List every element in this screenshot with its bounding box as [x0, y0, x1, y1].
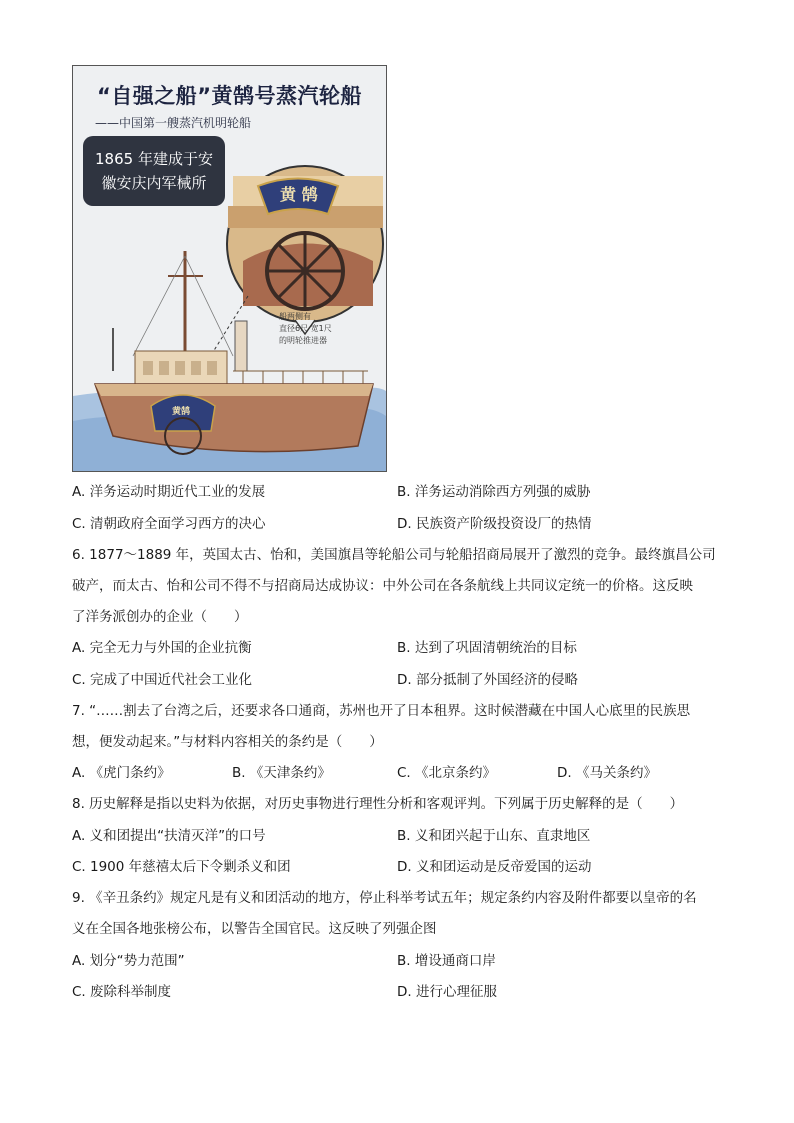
q9-stem-line-1: 9. 《辛丑条约》规定凡是有义和团活动的地方，停止科举考试五年；规定条约内容及附件都要以皇帝的名: [72, 890, 697, 906]
q8-option-d[interactable]: D. 义和团运动是反帝爱国的运动: [397, 859, 592, 875]
ship-name-plate: 黄 鹄: [280, 185, 318, 204]
note-line-2: 直径6尺 宽1尺: [279, 324, 332, 333]
q7-stem-line-1: 7. “……割去了台湾之后，还要求各口通商，苏州也开了日本租界。这时候潜藏在中国人心底里的民族思: [72, 703, 691, 719]
q7-option-b[interactable]: B. 《天津条约》: [232, 765, 331, 781]
ship-illustration: [72, 65, 387, 472]
q9-option-a[interactable]: A. 划分“势力范围”: [72, 953, 185, 969]
q9-option-d[interactable]: D. 进行心理征服: [397, 984, 497, 1000]
q8-option-c[interactable]: C. 1900 年慈禧太后下令剿杀义和团: [72, 859, 291, 875]
note-line-1: 船两侧有: [279, 312, 311, 321]
q5-option-d[interactable]: D. 民族资产阶级投资设厂的热情: [397, 516, 592, 532]
q9-stem-line-2: 义在全国各地张榜公布，以警告全国官民。这反映了列强企图: [72, 921, 437, 937]
q6-stem-line-3: 了洋务派创办的企业（ ）: [72, 609, 248, 625]
q6-option-d[interactable]: D. 部分抵制了外国经济的侵略: [397, 672, 578, 688]
q7-option-a[interactable]: A. 《虎门条约》: [72, 765, 171, 781]
q6-stem-line-2: 破产，而太古、怡和公司不得不与招商局达成协议：中外公司在各条航线上共同议定统一的价格。这反映: [72, 578, 693, 594]
q5-option-c[interactable]: C. 清朝政府全面学习西方的决心: [72, 516, 266, 532]
note-line-3: 的明轮推进器: [279, 336, 327, 345]
q6-option-c[interactable]: C. 完成了中国近代社会工业化: [72, 672, 253, 688]
q7-stem-line-2: 想，便发动起来。”与材料内容相关的条约是（ ）: [72, 734, 383, 750]
q8-stem-line-1: 8. 历史解释是指以史料为依据，对历史事物进行理性分析和客观评判。下列属于历史解释的是（ ）: [72, 796, 684, 812]
q5-option-b[interactable]: B. 洋务运动消除西方列强的威胁: [397, 484, 591, 500]
q6-option-a[interactable]: A. 完全无力与外国的企业抗衡: [72, 640, 252, 656]
figure-badge: [83, 136, 225, 206]
ship-name-small: 黄鹄: [172, 407, 191, 417]
q7-option-d[interactable]: D. 《马关条约》: [557, 765, 657, 781]
q8-option-b[interactable]: B. 义和团兴起于山东、直隶地区: [397, 828, 591, 844]
figure-title: “自强之船”黄鹄号蒸汽轮船: [96, 84, 363, 108]
badge-line-1: 1865 年建成于安: [95, 150, 213, 168]
q7-option-c[interactable]: C. 《北京条约》: [397, 765, 497, 781]
paddle-note: [279, 311, 349, 347]
badge-line-2: 徽安庆内军械所: [101, 174, 207, 192]
q6-stem-line-1: 6. 1877～1889 年，英国太古、怡和，美国旗昌等轮船公司与轮船招商局展开了激烈的竞争。最终旗昌公司: [72, 547, 716, 563]
q9-option-c[interactable]: C. 废除科举制度: [72, 984, 172, 1000]
figure-subtitle: ——中国第一艘蒸汽机明轮船: [95, 116, 252, 130]
q8-option-a[interactable]: A. 义和团提出“扶清灭洋”的口号: [72, 828, 266, 844]
q6-option-b[interactable]: B. 达到了巩固清朝统治的目标: [397, 640, 577, 656]
q5-option-a[interactable]: A. 洋务运动时期近代工业的发展: [72, 484, 266, 500]
q9-option-b[interactable]: B. 增设通商口岸: [397, 953, 496, 969]
